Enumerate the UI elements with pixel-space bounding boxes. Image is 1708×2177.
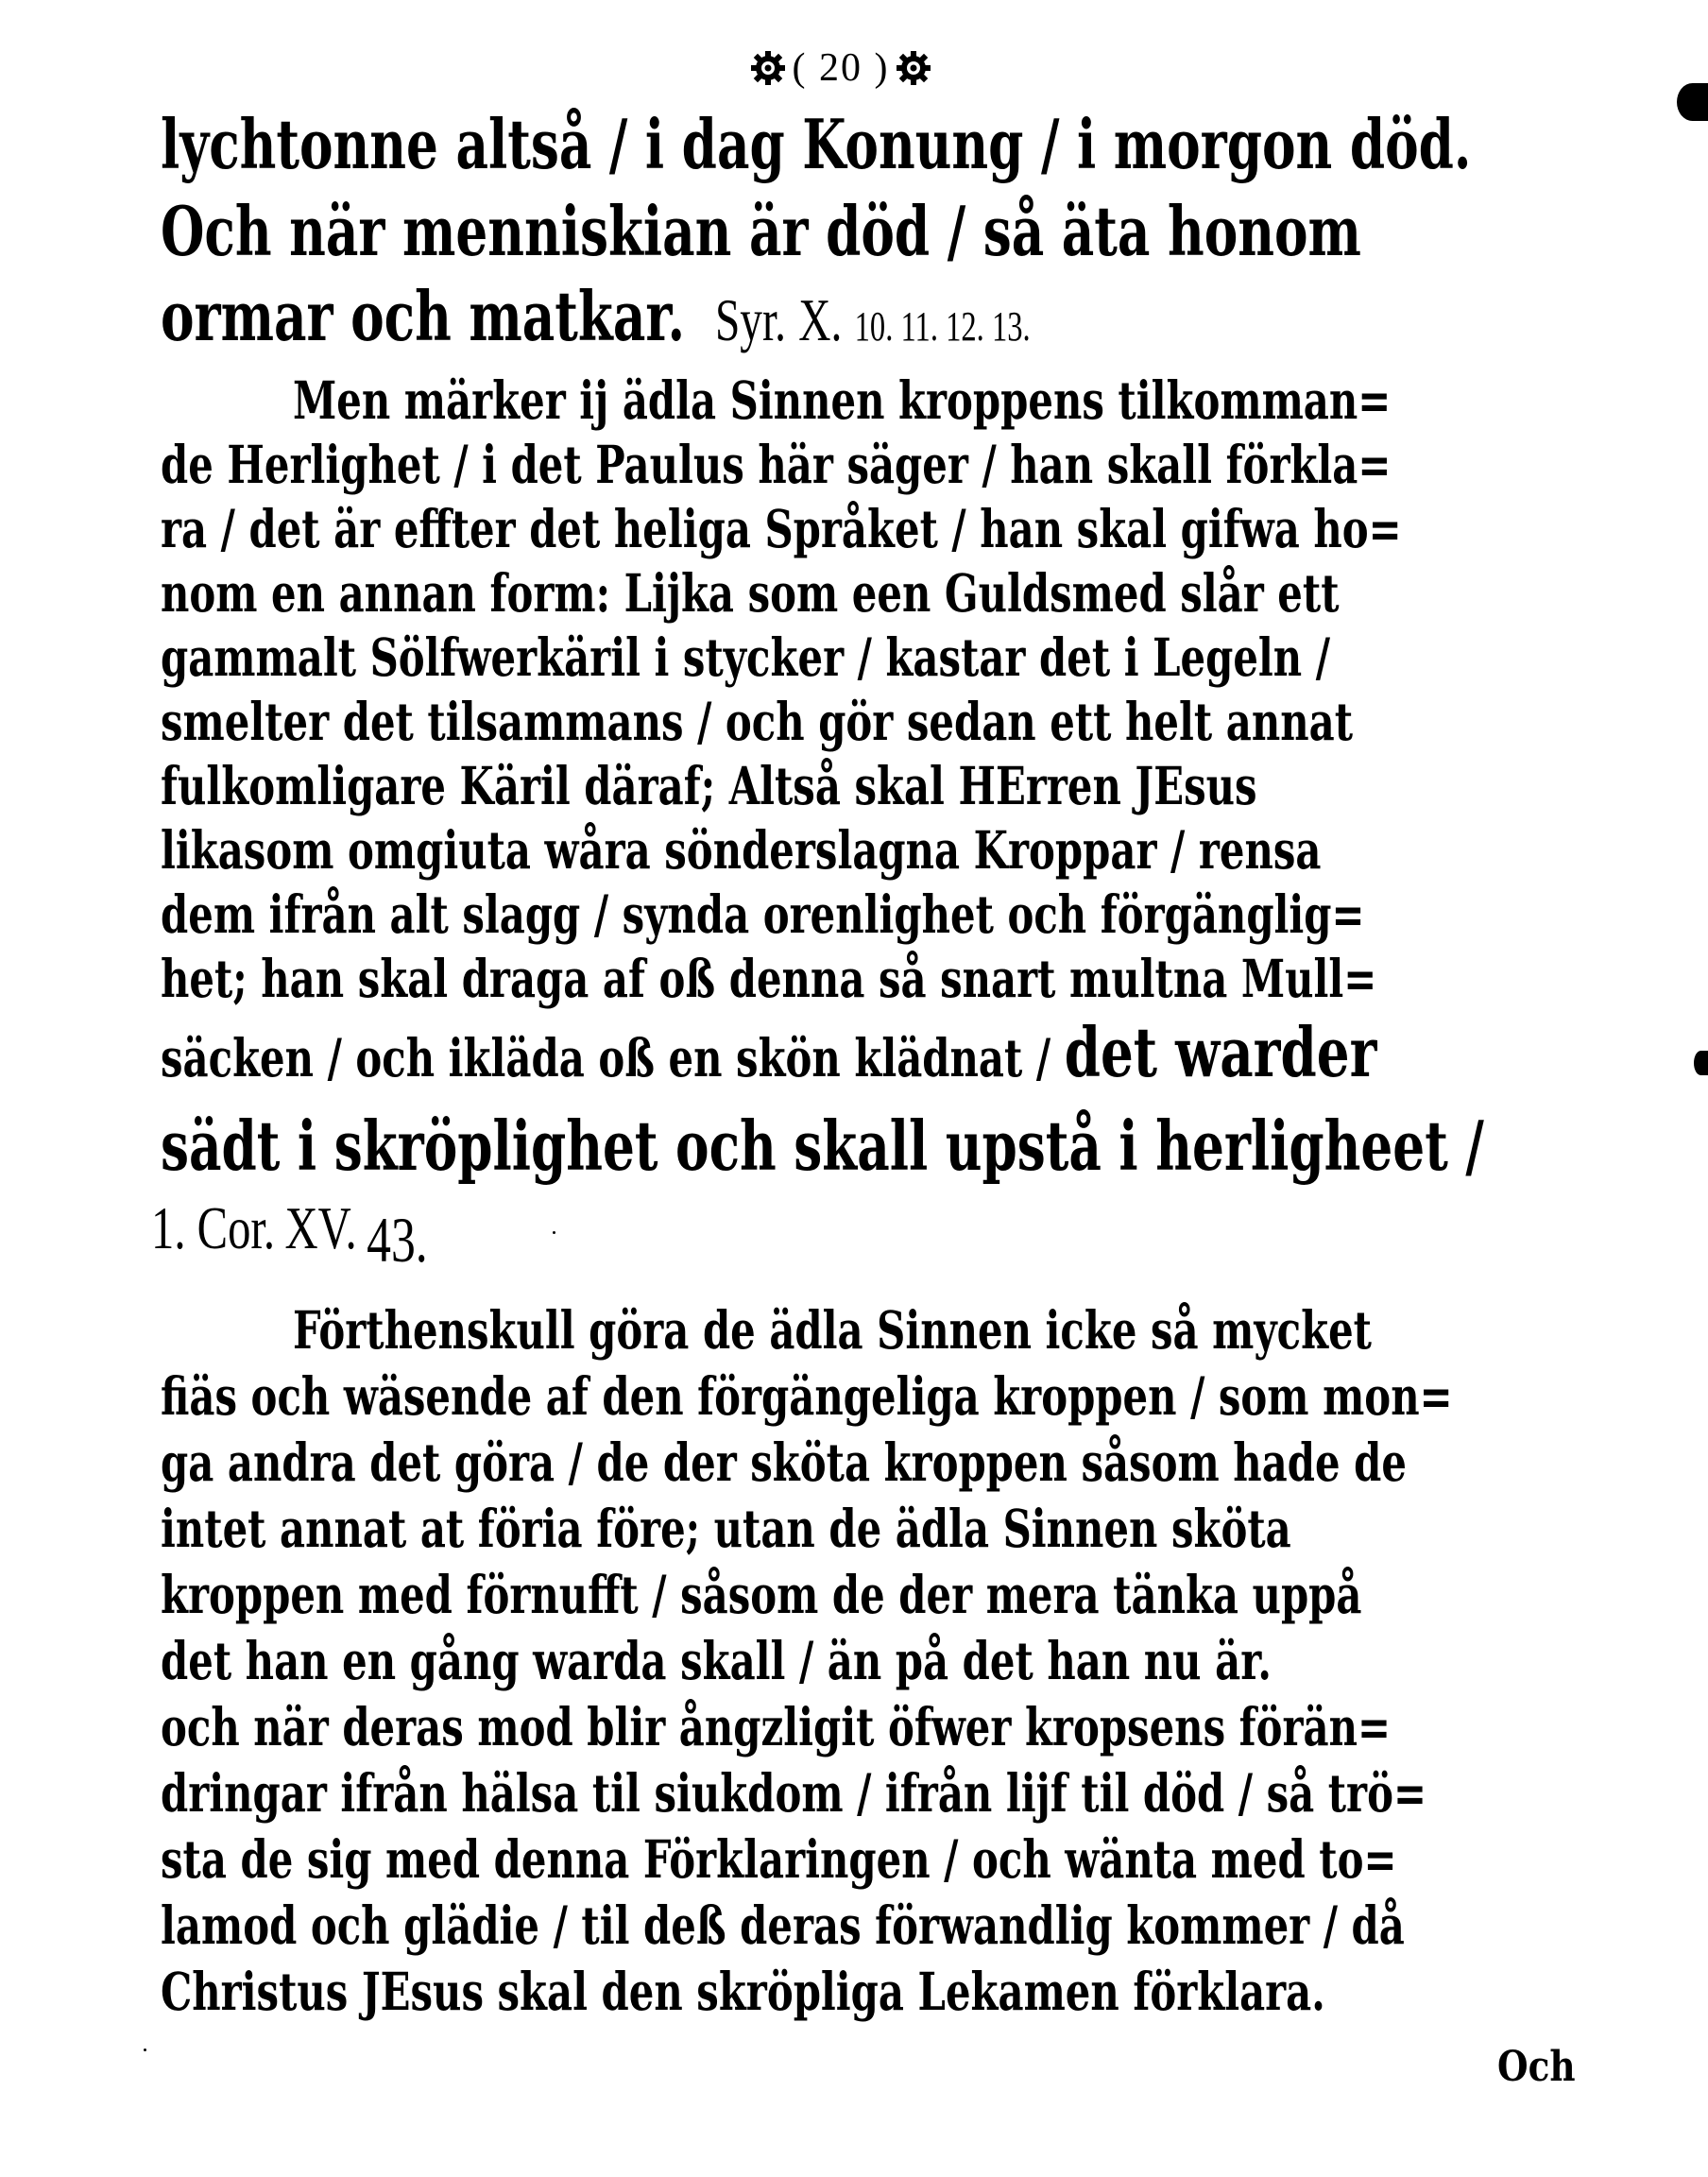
line-text: smelter det tilsammans / och gör sedan ett helt annat: [161, 691, 1354, 752]
text-line: [161, 495, 1402, 563]
text-line: [161, 752, 1257, 820]
text-line: [161, 1104, 1484, 1189]
line-text: sta de sig med denna Förklaringen / och wänta med to=: [161, 1828, 1397, 1890]
line-text: dem ifrån alt slagg / synda orenlighet och förgänglig=: [161, 883, 1365, 945]
line-text: nom en annan form: Lijka som een Guldsmed slår ett: [161, 562, 1340, 624]
floral-ornament-icon: [895, 49, 932, 87]
text-line: [161, 189, 1361, 274]
text-line: [161, 1561, 1362, 1629]
text-line: [161, 1892, 1405, 1960]
reference-chapter: XV.: [284, 1194, 357, 1261]
text-line: [161, 1759, 1426, 1827]
scan-edge-mark: [1694, 1051, 1708, 1075]
text-line: [161, 945, 1377, 1013]
text-line: [161, 1012, 1377, 1092]
line-text: lamod och glädie / til deß deras förwandlig kommer / då: [161, 1894, 1405, 1956]
text-line: [161, 1693, 1392, 1761]
line-text: fulkomligare Käril däraf; Altså skal HErren JEsus: [161, 755, 1257, 816]
line-text: sädt i skröplighet och skall upstå i herligheet /: [161, 1106, 1484, 1186]
line-text: dringar ifrån hälsa til siukdom / ifrån lijf til död / så trö=: [161, 1762, 1426, 1824]
reference-verses: 10. 11. 12. 13.: [854, 303, 1031, 350]
reference-book: 1. Cor.: [151, 1194, 276, 1261]
line-text: ga andra det göra / de der sköta kroppen såsom hade de: [161, 1431, 1407, 1493]
text-line: [161, 274, 1195, 359]
line-text: intet annat at föria före; utan de ädla Sinnen sköta: [161, 1498, 1291, 1559]
scripture-reference: [151, 1194, 428, 1276]
page-header: [718, 40, 964, 96]
text-line: [161, 1495, 1291, 1563]
line-text: gammalt Sölfwerkäril i stycker / kastar det i Legeln /: [161, 626, 1331, 688]
text-line: [161, 816, 1322, 884]
line-text: kroppen med förnufft / såsom de der mera tänka uppå: [161, 1564, 1362, 1625]
floral-ornament-icon: [749, 49, 787, 87]
reference-book: Syr.: [714, 286, 786, 353]
line-text: Christus JEsus skal den skröpliga Lekamen förklara.: [161, 1961, 1325, 2022]
line-text: säcken / och ikläda oß en skön klädnat /: [161, 1027, 1051, 1088]
scan-speck: [553, 1231, 555, 1234]
line-text: ra / det är effter det heliga Språket / han skal gifwa ho=: [161, 498, 1402, 559]
text-line: [161, 1958, 1325, 2026]
scan-speck: [144, 2048, 146, 2051]
text-line: [161, 881, 1365, 949]
text-line: [161, 1363, 1453, 1431]
text-line: [161, 1429, 1407, 1497]
text-line: [161, 431, 1392, 499]
line-text: lychtonne altså / i dag Konung / i morgon död.: [161, 104, 1472, 184]
page-number: ( 20 ): [792, 46, 890, 90]
scan-edge-mark: [1677, 83, 1708, 121]
emphasized-text: det warder: [1064, 1012, 1377, 1092]
reference-verses: 43.: [367, 1204, 428, 1276]
text-line: [151, 1192, 1214, 1276]
text-line: [161, 102, 1472, 187]
line-text: Och när menniskian är död / så äta honom: [161, 191, 1361, 271]
reference-chapter: X.: [798, 286, 843, 353]
line-text: och när deras mod blir ångzligit öfwer kropsens förän=: [161, 1696, 1392, 1757]
text-line: [161, 624, 1331, 692]
text-line: [161, 688, 1354, 756]
line-text: het; han skal draga af oß denna så snart multna Mull=: [161, 948, 1377, 1009]
text-line: [293, 1296, 1372, 1364]
catchword: Och: [1497, 2043, 1576, 2091]
line-text: Men märker ij ädla Sinnen kroppens tilkomman=: [293, 369, 1392, 431]
line-text: likasom omgiuta wåra sönderslagna Kroppar / rensa: [161, 819, 1322, 881]
line-text: ormar och matkar.: [161, 276, 686, 356]
line-text: det han en gång warda skall / än på det han nu är.: [161, 1630, 1272, 1691]
scripture-reference: [703, 280, 1031, 355]
text-line: [293, 367, 1392, 435]
line-text: de Herlighet / i det Paulus här säger / han skall förkla=: [161, 434, 1392, 495]
line-text: fiäs och wäsende af den förgängeliga kroppen / som mon=: [161, 1365, 1453, 1427]
text-line: [161, 1826, 1397, 1894]
text-line: [161, 559, 1340, 627]
text-line: [161, 1627, 1272, 1695]
line-text: Förthenskull göra de ädla Sinnen icke så mycket: [293, 1299, 1372, 1361]
